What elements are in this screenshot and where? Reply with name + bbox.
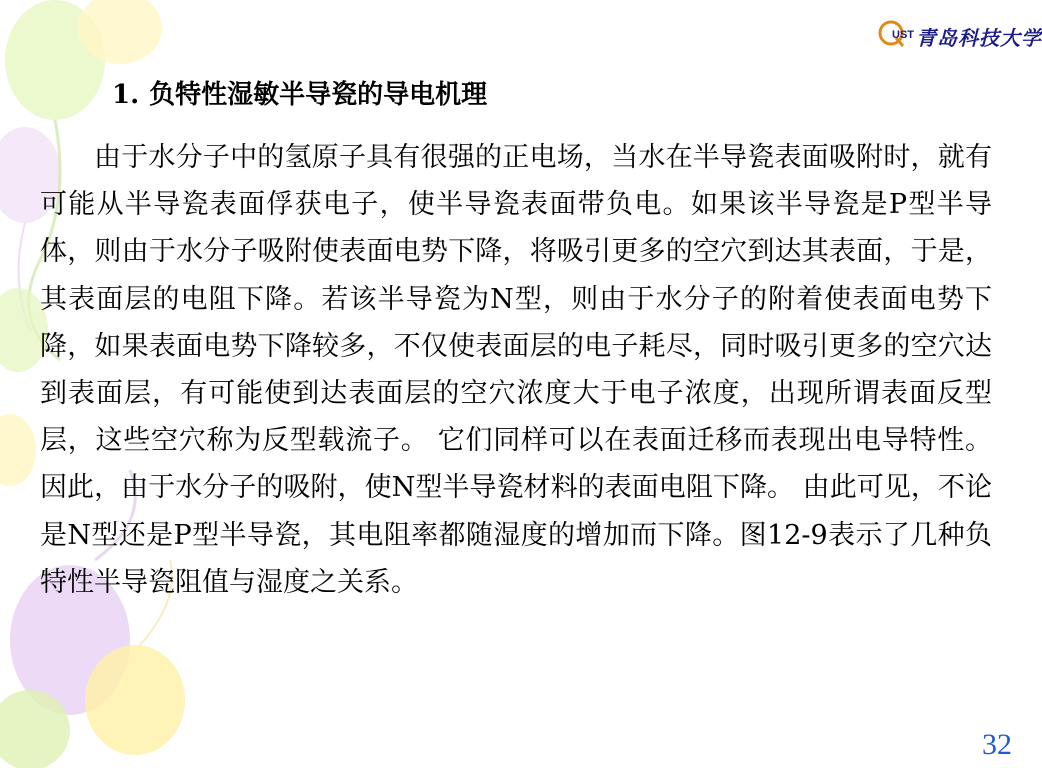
title-text: 负特性湿敏半导瓷的导电机理: [149, 80, 488, 110]
title-number: 1.: [112, 80, 140, 110]
university-logo: [876, 10, 1042, 56]
body-paragraph: 由于水分子中的氢原子具有很强的正电场，当水在半导瓷表面吸附时，就有可能从半导瓷表面俘获电子，使半导瓷表面带负电。如果该半导瓷是P型半导体，则由于水分子吸附使表面电势下降，将吸引更多的空穴到达其表面，于是，其表面层的电阻下降。若该半导瓷为N型，则由于水分子的附着使表面电势下降，如果表面电势下降较多，不仅使表面层的电子耗尽，同时吸引更多的空穴达到表面层，有可能使到达表面层的空穴浓度大于电子浓度，出现所谓表面反型层，这些空穴称为反型载流子。 它们同样可以在表面迁移而表现出电导特性。因此，由于水分子的吸附，使N型半导瓷材料的表面电阻下降。 由此可见，不论是N型还是P型半导瓷，其电阻率都随湿度的增加而下降。图12-9表示了几种负特性半导瓷阻值与湿度之关系。: [40, 142, 992, 598]
svg-text:UST: UST: [892, 29, 914, 41]
page-number: 32: [982, 728, 1012, 761]
slide-title: [112, 74, 487, 111]
university-name: 青岛科技大学: [916, 26, 1042, 50]
qust-logo-icon: [876, 14, 914, 52]
